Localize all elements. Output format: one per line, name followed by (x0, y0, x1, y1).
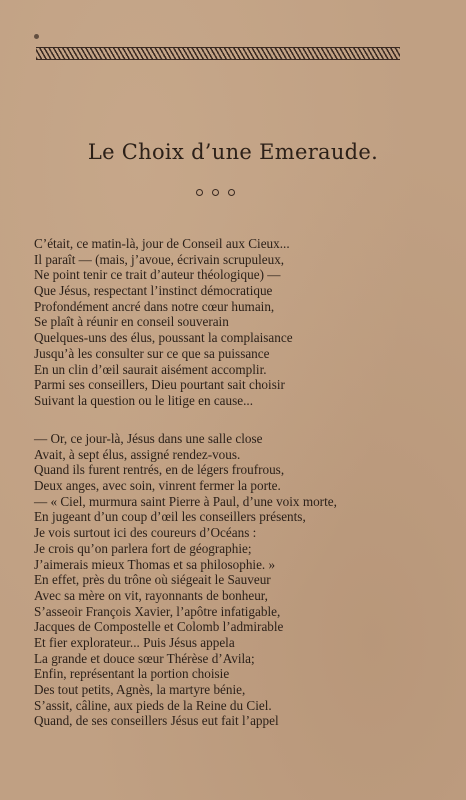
ring-ornament-icon (212, 189, 219, 196)
poem-title: Le Choix d’une Emeraude. (87, 140, 379, 164)
ring-ornament-icon (196, 189, 203, 196)
verse-line: Il paraît — (mais, j’avoue, écrivain scrupuleux, (34, 251, 285, 267)
verse-line: Jacques de Compostelle et Colomb l’admirable (34, 619, 284, 635)
stanza-2 (34, 431, 337, 729)
ink-spot (34, 34, 39, 39)
verse-line: Jusqu’à les consulter sur ce que sa puissance (34, 345, 270, 361)
verse-line: — « Ciel, murmura saint Pierre à Paul, d’une voix morte, (34, 493, 337, 509)
verse-line: Se plaît à réunir en conseil souverain (34, 314, 229, 330)
verse-line: Je crois qu’on parlera fort de géographie; (34, 540, 252, 556)
verse-line: J’aimerais mieux Thomas et sa philosophie. » (34, 556, 276, 572)
verse-line: Des tout petits, Agnès, la martyre bénie, (34, 682, 246, 697)
stanza-1 (34, 236, 293, 409)
verse-line: C’était, ce matin-là, jour de Conseil aux Cieux... (34, 236, 290, 251)
verse-line: Ne point tenir ce trait d’auteur théologique) — (34, 267, 281, 283)
verse-line: Je vois surtout ici des coureurs d’Océans : (34, 525, 257, 541)
verse-line: Quand, de ses conseillers Jésus eut fait l’appel (34, 713, 279, 729)
verse-line: En jugeant d’un coup d’œil les conseillers présents, (34, 509, 306, 525)
ring-ornament-icon (228, 189, 235, 196)
verse-line: — Or, ce jour-là, Jésus dans une salle close (34, 431, 263, 446)
verse-line: S’asseoir François Xavier, l’apôtre infatigable, (34, 603, 281, 619)
verse-line: Et fier explorateur... Puis Jésus appela (34, 634, 235, 650)
verse-line: Quand ils furent rentrés, en de légers froufrous, (34, 462, 285, 478)
verse-line: S’assit, câline, aux pieds de la Reine du Ciel. (34, 697, 272, 713)
verse-line: En effet, près du trône où siégeait le Sauveur (34, 572, 271, 588)
verse-line: Parmi ses conseillers, Dieu pourtant sait choisir (34, 377, 285, 393)
verse-line: Que Jésus, respectant l’instinct démocratique (34, 283, 273, 299)
verse-line: Avec sa mère on vit, rayonnants de bonheur, (34, 587, 268, 603)
verse-line: En un clin d’œil saurait aisément accomplir. (34, 361, 267, 377)
verse-line: Deux anges, avec soin, vinrent fermer la porte. (34, 478, 281, 494)
section-divider-rings (196, 189, 235, 196)
verse-line: Profondément ancré dans notre cœur humain, (34, 298, 275, 314)
verse-line: Avait, à sept élus, assigné rendez-vous. (34, 446, 241, 462)
header-ornament-band (36, 47, 400, 60)
verse-line: Quelques-uns des élus, poussant la complaisance (34, 330, 293, 346)
verse-line: La grande et douce sœur Thérèse d’Avila; (34, 650, 255, 666)
verse-line: Enfin, représentant la portion choisie (34, 666, 230, 682)
verse-line: Suivant la question ou le litige en cause... (34, 392, 254, 408)
